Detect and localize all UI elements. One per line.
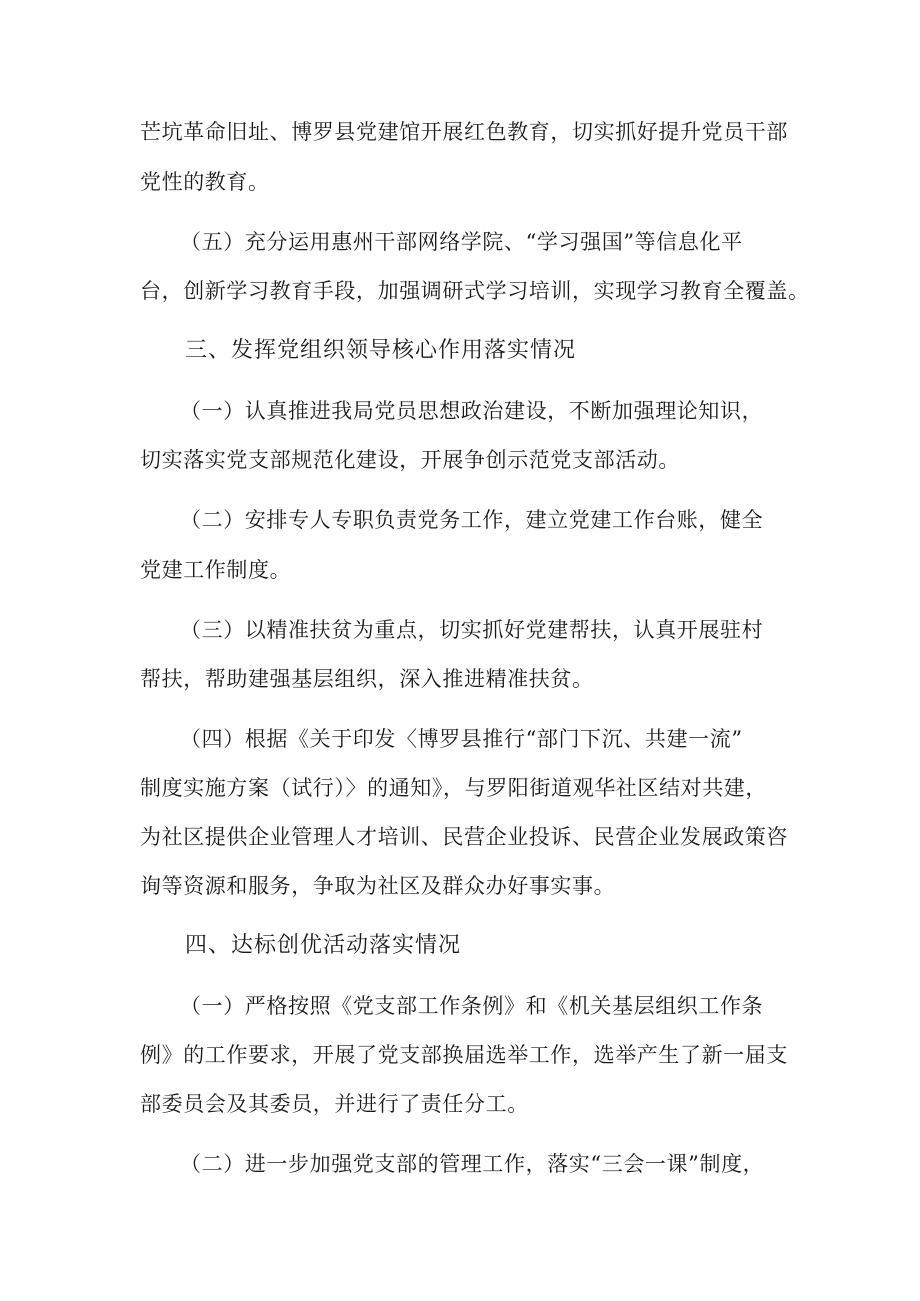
- paragraph-line: 部委员会及其委员，并进行了责任分工。: [140, 1092, 529, 1116]
- paragraph-line: 党性的教育。: [140, 170, 270, 194]
- paragraph-line: （一）认真推进我局党员思想政治建设，不断加强理论知识，: [180, 399, 764, 423]
- section-heading: 三、发挥党组织领导核心作用落实情况: [185, 338, 577, 363]
- paragraph-line: 询等资源和服务，争取为社区及群众办好事实事。: [140, 874, 616, 898]
- paragraph-line: 台，创新学习教育手段，加强调研式学习培训，实现学习教育全覆盖。: [140, 279, 810, 303]
- paragraph-line: 制度实施方案（试行）〉的通知》，与罗阳街道观华社区结对共建，: [140, 776, 767, 800]
- paragraph-line: 切实落实党支部规范化建设，开展争创示范党支部活动。: [140, 448, 680, 472]
- paragraph-line: 芒坑革命旧址、博罗县党建馆开展红色教育，切实抓好提升党员干部: [140, 120, 788, 144]
- paragraph-line: （二）进一步加强党支部的管理工作，落实“三会一课”制度，: [180, 1152, 765, 1176]
- paragraph-line: 为社区提供企业管理人才培训、民营企业投诉、民营企业发展政策咨: [140, 825, 788, 849]
- paragraph-line: 帮扶，帮助建强基层组织，深入推进精准扶贫。: [140, 667, 594, 691]
- paragraph-line: （四）根据《关于印发〈博罗县推行“部门下沉、共建一流”: [180, 727, 743, 751]
- paragraph-line: （三）以精准扶贫为重点，切实抓好党建帮扶，认真开展驻村: [180, 618, 764, 642]
- paragraph-line: （一）严格按照《党支部工作条例》和《机关基层组织工作条: [180, 994, 764, 1018]
- paragraph-line: 例》的工作要求，开展了党支部换届选举工作，选举产生了新一届支: [140, 1043, 788, 1067]
- paragraph-line: 党建工作制度。: [140, 558, 292, 582]
- paragraph-line: （二）安排专人专职负责党务工作，建立党建工作台账，健全: [180, 508, 764, 532]
- section-heading: 四、达标创优活动落实情况: [185, 933, 462, 958]
- paragraph-line: （五）充分运用惠州干部网络学院、“学习强国”等信息化平: [180, 230, 743, 254]
